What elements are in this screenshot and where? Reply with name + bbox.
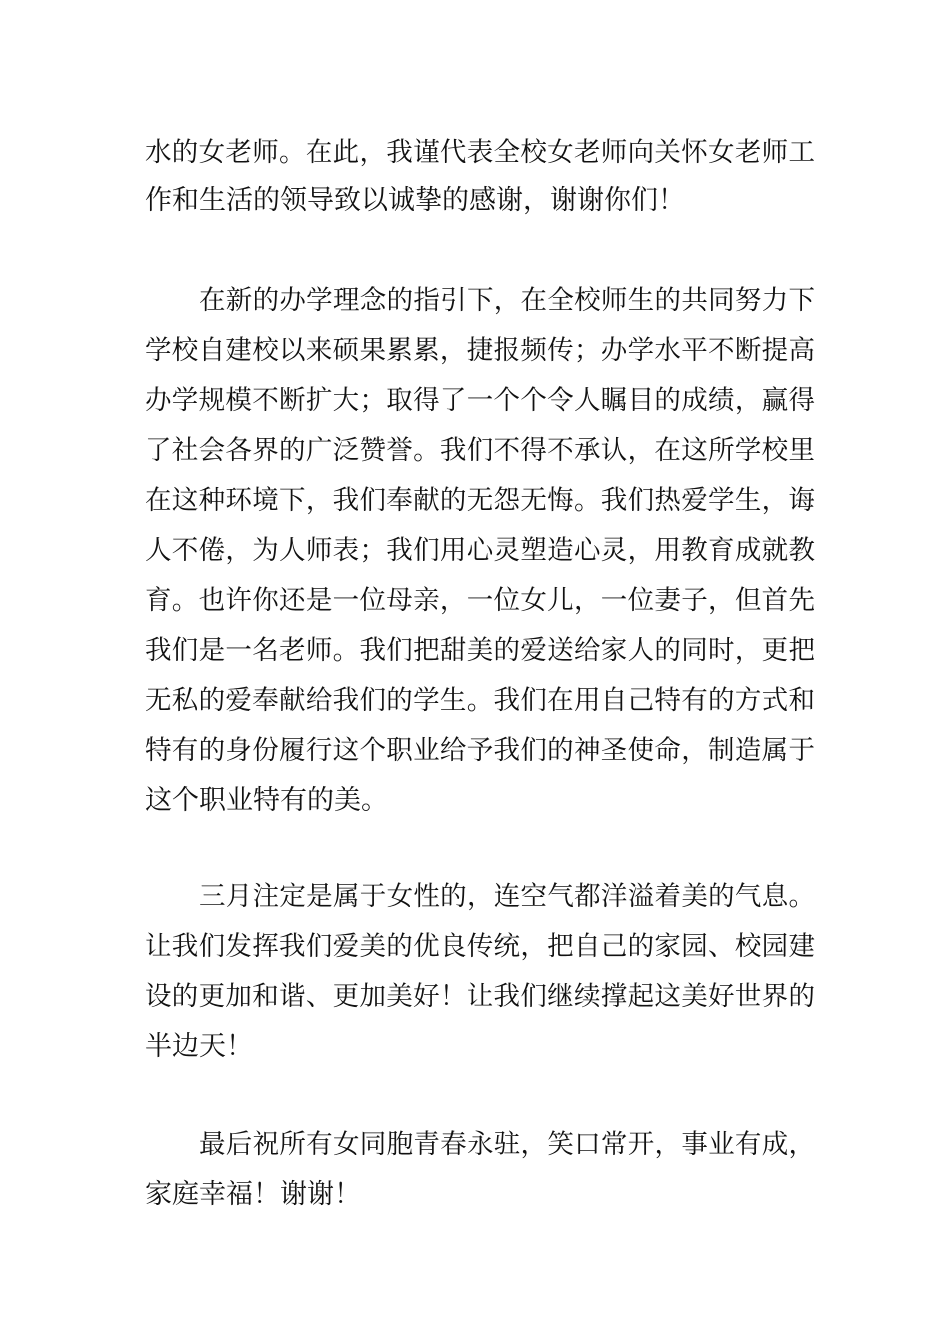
paragraph-2-line-2: 学校自建校以来硕果累累，捷报频传；办学水平不断提高 — [145, 335, 815, 366]
paragraph-4-line-1: 最后祝所有女同胞青春永驻，笑口常开，事业有成， — [199, 1129, 815, 1160]
paragraph-3-line-3: 设的更加和谐、更加美好！让我们继续撑起这美好世界的 — [145, 981, 815, 1012]
paragraph-1-line-1: 水的女老师。在此，我谨代表全校女老师向关怀女老师工 — [145, 137, 815, 168]
paragraph-2-line-4: 了社会各界的广泛赞誉。我们不得不承认，在这所学校里 — [145, 435, 815, 466]
paragraph-2-line-10: 特有的身份履行这个职业给予我们的神圣使命，制造属于 — [145, 735, 815, 766]
paragraph-2-line-11: 这个职业特有的美。 — [145, 785, 388, 816]
paragraph-1-line-2: 作和生活的领导致以诚挚的感谢，谢谢你们！ — [145, 185, 685, 216]
paragraph-2-line-8: 我们是一名老师。我们把甜美的爱送给家人的同时，更把 — [145, 635, 815, 666]
paragraph-2-line-7: 育。也许你还是一位母亲，一位女儿，一位妻子，但首先 — [145, 585, 815, 616]
paragraph-3-line-2: 让我们发挥我们爱美的优良传统，把自己的家园、校园建 — [145, 931, 815, 962]
paragraph-2-line-1: 在新的办学理念的指引下，在全校师生的共同努力下 — [199, 285, 815, 316]
paragraph-2-line-6: 人不倦，为人师表；我们用心灵塑造心灵，用教育成就教 — [145, 535, 815, 566]
paragraph-4-line-2: 家庭幸福！谢谢！ — [145, 1179, 361, 1210]
paragraph-2-line-3: 办学规模不断扩大；取得了一个个令人瞩目的成绩，赢得 — [145, 385, 815, 416]
paragraph-2-line-5: 在这种环境下，我们奉献的无怨无悔。我们热爱学生，诲 — [145, 485, 815, 516]
paragraph-3-line-1: 三月注定是属于女性的，连空气都洋溢着美的气息。 — [199, 881, 815, 912]
paragraph-2-line-9: 无私的爱奉献给我们的学生。我们在用自己特有的方式和 — [145, 685, 815, 716]
paragraph-3-line-4: 半边天！ — [145, 1031, 253, 1062]
